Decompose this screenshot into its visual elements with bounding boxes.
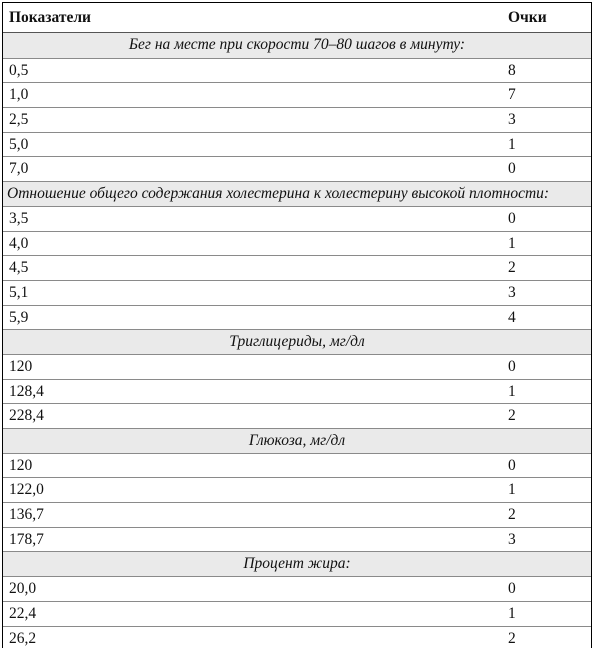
indicator-value: 4,0 <box>9 234 29 252</box>
table-row <box>3 601 591 626</box>
table-row <box>3 453 591 478</box>
points-value: 1 <box>508 481 516 499</box>
indicator-value: 120 <box>9 357 33 375</box>
section-title-text: Процент жира: <box>243 555 351 573</box>
header-points: Очки <box>508 9 547 26</box>
table-row <box>3 255 591 280</box>
points-value: 2 <box>508 407 516 425</box>
points-value: 0 <box>508 209 516 227</box>
points-value: 2 <box>508 259 516 277</box>
scoring-table <box>2 2 592 648</box>
points-value: 1 <box>508 135 516 153</box>
table-row <box>3 156 591 181</box>
section-title <box>3 551 591 576</box>
table-row <box>3 502 591 527</box>
section-title-text: Бег на месте при скорости 70–80 шагов в минуту: <box>128 36 466 53</box>
table-row <box>3 527 591 552</box>
indicator-value: 128,4 <box>9 382 44 400</box>
indicator-value: 22,4 <box>9 604 37 622</box>
indicator-value: 136,7 <box>9 506 44 524</box>
indicator-value: 4,5 <box>9 259 29 277</box>
indicator-value: 7,0 <box>9 160 29 178</box>
indicator-value: 3,5 <box>9 209 29 227</box>
indicator-value: 20,0 <box>9 580 37 598</box>
section-title <box>3 33 591 58</box>
indicator-value: 5,0 <box>9 135 29 153</box>
points-value: 2 <box>508 629 516 647</box>
table-row <box>3 403 591 428</box>
points-value: 3 <box>508 111 516 129</box>
table-row <box>3 305 591 330</box>
table-row <box>3 231 591 256</box>
table-row <box>3 576 591 601</box>
points-value: 1 <box>508 234 516 252</box>
points-value: 4 <box>508 308 516 326</box>
section-title-text: Глюкоза, мг/дл <box>248 432 346 449</box>
table-row <box>3 132 591 157</box>
points-value: 0 <box>508 357 516 375</box>
points-value: 8 <box>508 61 516 79</box>
points-value: 1 <box>508 382 516 400</box>
points-value: 1 <box>508 604 516 622</box>
indicator-value: 5,1 <box>9 283 29 301</box>
points-value: 3 <box>508 530 516 548</box>
table-row <box>3 82 591 107</box>
section-title <box>3 329 591 354</box>
indicator-value: 0,5 <box>9 61 29 79</box>
section-title <box>3 181 591 206</box>
table-row <box>3 477 591 502</box>
header-indicator: Показатели <box>9 9 91 26</box>
section-title <box>3 428 591 453</box>
indicator-value: 5,9 <box>9 308 29 326</box>
table-row <box>3 354 591 379</box>
indicator-value: 2,5 <box>9 111 29 129</box>
points-value: 0 <box>508 580 516 598</box>
indicator-value: 1,0 <box>9 86 29 104</box>
indicator-value: 26,2 <box>9 629 37 647</box>
points-value: 3 <box>508 283 516 301</box>
section-title-text: Триглицериды, мг/дл <box>229 333 365 351</box>
table-row <box>3 280 591 305</box>
section-title-text: Отношение общего содержания холестерина к холестерину высокой плотности: <box>7 185 550 203</box>
table-row <box>3 58 591 83</box>
table-row <box>3 206 591 231</box>
points-value: 7 <box>508 86 516 104</box>
indicator-value: 120 <box>9 456 33 474</box>
table-row <box>3 379 591 404</box>
points-value: 2 <box>508 506 516 524</box>
indicator-value: 178,7 <box>9 530 44 548</box>
indicator-value: 228,4 <box>9 407 44 425</box>
table-header <box>3 3 591 33</box>
points-value: 0 <box>508 160 516 178</box>
indicator-value: 122,0 <box>9 481 44 499</box>
table-row <box>3 107 591 132</box>
table-row <box>3 626 591 651</box>
points-value: 0 <box>508 456 516 474</box>
